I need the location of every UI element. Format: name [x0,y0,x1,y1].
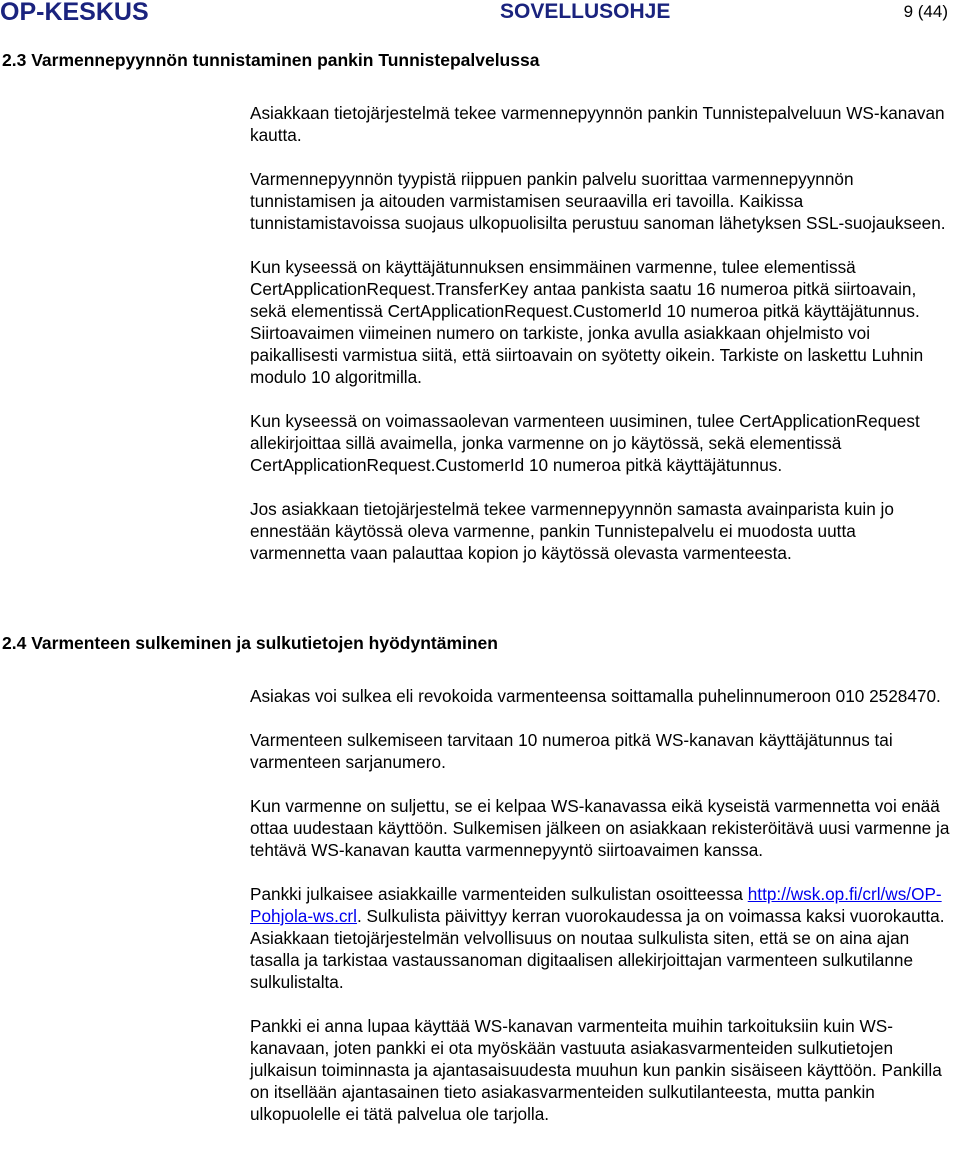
paragraph: Asiakkaan tietojärjestelmä tekee varmennepyynnön pankin Tunnistepalveluun WS-kanavan kautta. [250,103,945,145]
paragraph: Jos asiakkaan tietojärjestelmä tekee varmennepyynnön samasta avainparista kuin jo ennestään käytössä oleva varmenne, pankin Tunnistepalvelu ei muodosta uutta varmennetta vaan palauttaa kopion jo käytössä olevasta varmenteesta. [250,499,894,563]
document-title: SOVELLUSOHJE [500,0,671,23]
paragraph: Pankki ei anna lupaa käyttää WS-kanavan varmenteita muihin tarkoituksiin kuin WS-kanavaan, joten pankki ei ota myöskään vastuuta asiakasvarmenteiden sulkutietojen julkaisun toiminnasta ja ajantasaisuudesta muuhun kun pankin sisäiseen käyttöön. Pankilla on itsellään ajantasainen tieto asiakasvarmenteiden sulkutilanteesta, mutta pankin ulkopuolelle ei tätä palvelua ole tarjolla. [250,1016,942,1124]
section-heading-2-4: 2.4 Varmenteen sulkeminen ja sulkutietojen hyödyntäminen [2,633,498,653]
section-body-2-4 [250,685,954,1147]
paragraph: Kun kyseessä on voimassaolevan varmenteen uusiminen, tulee CertApplicationRequest allekirjoittaa sillä avaimella, jonka varmenne on jo käytössä, sekä elementissä CertApplicationRequest.CustomerId 10 numeroa pitkä käyttäjätunnus. [250,411,920,475]
crl-paragraph [250,883,954,993]
crl-text-after: . Sulkulista päivittyy kerran vuorokaudessa ja on voimassa kaksi vuorokautta. Asiakkaan tietojärjestelmän velvollisuus on noutaa sulkulista siten, että se on aina ajan tasalla ja tarkistaa vastaussanoman digitaalisen allekirjoittajan varmenteen sulkutilanne sulkulistalta. [250,906,945,992]
page-header [0,0,960,26]
section-heading-2-3: 2.3 Varmennepyynnön tunnistaminen pankin Tunnistepalvelussa [2,50,540,70]
paragraph: Kun varmenne on suljettu, se ei kelpaa WS-kanavassa eikä kyseistä varmennetta voi enää ottaa uudestaan käyttöön. Sulkemisen jälkeen on asiakkaan rekisteröitävä uusi varmenne ja tehtävä WS-kanavan kautta varmennepyyntö siirtoavaimen kanssa. [250,796,950,860]
paragraph: Asiakas voi sulkea eli revokoida varmenteensa soittamalla puhelinnumeroon 010 2528470. [250,686,941,706]
crl-text-before: Pankki julkaisee asiakkaille varmenteiden sulkulistan osoitteessa [250,884,748,904]
crl-link[interactable]: http://wsk.op.fi/crl/ws/OP-Pohjola-ws.crl [250,884,942,926]
paragraph: Varmennepyynnön tyypistä riippuen pankin palvelu suorittaa varmennepyynnön tunnistamisen ja aitouden varmistamisen seuraavilla eri tavoilla. Kaikissa tunnistamistavoissa suojaus ulkopuolisilta perustuu sanoman lähetyksen SSL-suojaukseen. [250,169,946,233]
paragraph: Varmenteen sulkemiseen tarvitaan 10 numeroa pitkä WS-kanavan käyttäjätunnus tai varmenteen sarjanumero. [250,730,893,772]
organization-name: OP-KESKUS [0,0,149,26]
paragraph: Kun kyseessä on käyttäjätunnuksen ensimmäinen varmenne, tulee elementissä CertApplicationRequest.TransferKey antaa pankista saatu 16 numeroa pitkä siirtoavain, sekä elementissä CertApplicationRequest.CustomerId 10 numeroa pitkä käyttäjätunnus. Siirtoavaimen viimeinen numero on tarkiste, jonka avulla asiakkaan ohjelmisto voi paikallisesti varmistua siitä, että siirtoavain on syötetty oikein. Tarkiste on laskettu Luhnin modulo 10 algoritmilla. [250,257,924,387]
page-number: 9 (44) [903,2,948,21]
section-body-2-3 [250,102,954,586]
